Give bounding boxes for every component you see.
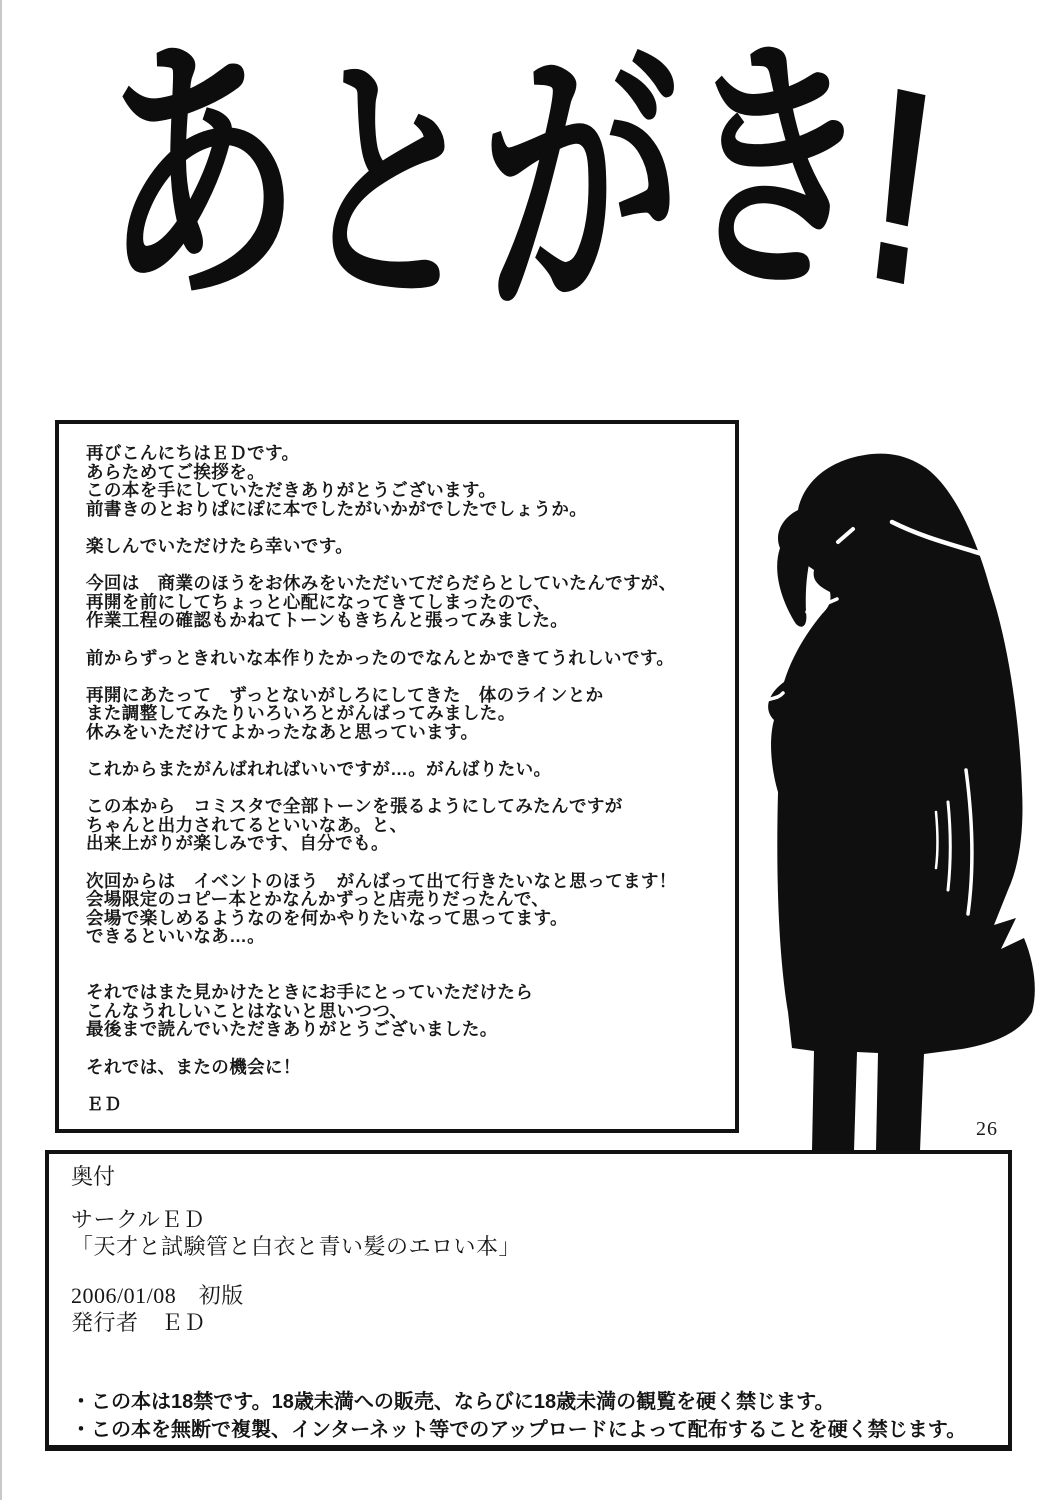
text-line: 楽しんでいただけたら幸いです。 [86,535,354,556]
text-line: 会場で楽しめるようなのを何かやりたいなって思ってます。 [86,907,568,928]
girl-silhouette-illustration [752,450,1044,1157]
hair-strand-detail-3 [936,812,938,868]
text-line [86,742,729,761]
text-line [86,518,729,537]
colophon-box [45,1150,1012,1451]
text-line: 作業工程の確認もかねてトーンもきちんと張ってみました。 [86,610,569,631]
text-line: できるといいなあ…。 [86,926,265,947]
text-line: 前書きのとおりぱにぽに本でしたがいかがでしたでしょうか。 [86,498,588,519]
colophon-heading: 奥付 [71,1164,116,1189]
colophon-date-line: 2006/01/08 初版 [71,1283,244,1308]
text-line: 休みをいただけてよかったなあと思っています。 [86,721,479,742]
text-line: 今回は 商業のほうをお休みをいただいてだらだらとしていたんですが、 [86,573,677,594]
text-line [86,965,729,984]
colophon-book-title: 「天才と試験管と白衣と青い髪のエロい本」 [71,1234,522,1259]
title-character: あ [90,5,310,346]
text-line: 再開にあたって ずっとないがしろにしてきた 体のラインとか [86,684,604,705]
text-line: 出来上がりが楽しみです、自分でも。 [86,833,389,854]
afterword-box [55,420,739,1133]
text-line [86,946,729,965]
text-line: 次回からは イベントのほう がんばって出て行きたいなと思ってます！ [86,870,677,891]
title-character: ! [851,25,951,348]
afterword-text [86,444,729,1113]
text-line: それでは、またの機会に！ [86,1056,301,1077]
page-title [90,5,951,375]
text-line [86,667,729,686]
text-line [86,1076,729,1095]
text-line: この本から コミスタで全部トーンを張るようにしてみたんですが [86,796,623,817]
text-line: こんなうれしいことはないと思いつつ、 [86,1000,408,1021]
text-line [86,1039,729,1058]
text-line: これからまたがんばれればいいですが…。がんばりたい。 [86,759,552,780]
text-line: それではまた見かけたときにお手にとっていただけたら [86,982,534,1003]
title-character: き [676,14,876,327]
title-character: と [288,28,491,344]
silhouette-body-shape [768,454,1035,1151]
text-line [86,853,729,872]
text-line: あらためてご挨拶を。 [86,461,265,482]
text-line: また調整してみたりいろいろとがんばってみました。 [86,703,516,724]
text-line: ちゃんと出力されてるといいなあ。と、 [86,814,408,835]
text-line: この本を手にしていただきありがとうございます。 [86,480,497,501]
text-line: 再びこんにちはＥＤです。 [86,443,300,463]
text-line: ・この本は18禁です。18歳未満への販売、ならびに18歳未満の観覧を硬く禁じます。 [71,1391,835,1413]
scan-page-edge [0,0,2,1500]
text-line [86,779,729,798]
colophon-warnings [71,1388,998,1444]
text-line: ・この本を無断で複製、インターネット等でのアップロードによって配布することを硬く禁じます。 [71,1419,967,1441]
text-line: 最後まで読んでいただきありがとうございました。 [86,1019,498,1040]
text-line [86,630,729,649]
text-line [86,556,729,575]
text-line: ＥＤ [86,1093,122,1114]
text-line: 会場限定のコピー本とかなんかずっと店売りだったんで、 [86,889,550,910]
colophon-circle-line: サークルＥＤ [71,1207,206,1232]
title-character: が [474,15,690,352]
text-line: 前からずっときれいな本作りたかったのでなんとかできてうれしいです。 [86,647,675,668]
girl-silhouette-svg [752,450,1044,1157]
colophon-publisher-line: 発行者 ＥＤ [71,1310,207,1335]
page-number: 26 [976,1118,998,1140]
text-line: 再開を前にしてちょっと心配になってきてしまったので、 [86,591,552,612]
